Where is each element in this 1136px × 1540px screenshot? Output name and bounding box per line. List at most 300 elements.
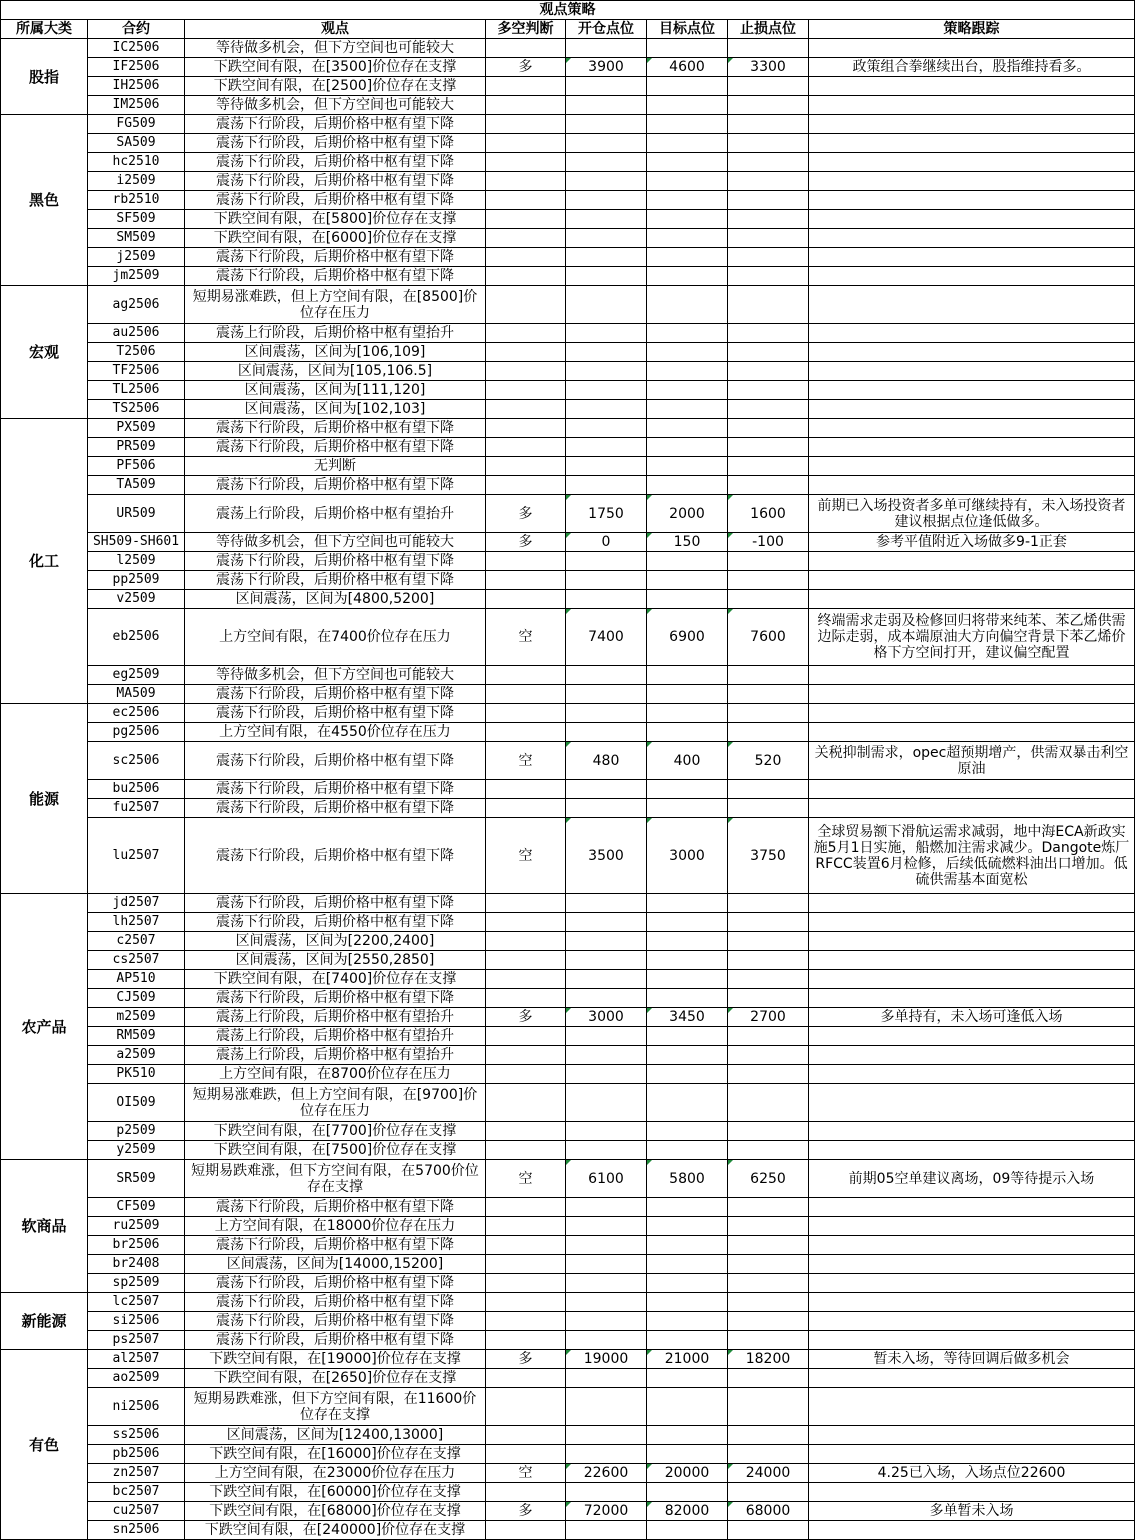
direction-cell bbox=[486, 894, 566, 913]
direction-cell bbox=[486, 115, 566, 134]
target-price-cell bbox=[647, 590, 728, 609]
tracking-cell bbox=[809, 191, 1135, 210]
stop-loss-cell bbox=[728, 343, 809, 362]
table-row bbox=[1, 1046, 1135, 1065]
direction-cell: 空 bbox=[486, 1464, 566, 1483]
header-direction: 多空判断 bbox=[486, 20, 566, 39]
open-price-cell bbox=[566, 1312, 647, 1331]
direction-cell bbox=[486, 1084, 566, 1122]
contract-cell: pg2506 bbox=[88, 723, 185, 742]
target-price-cell bbox=[647, 989, 728, 1008]
tracking-cell bbox=[809, 324, 1135, 343]
view-cell: 区间震荡，区间为[14000,15200] bbox=[185, 1255, 486, 1274]
view-cell: 下跌空间有限，在[60000]价位存在支撑 bbox=[185, 1483, 486, 1502]
open-price-cell bbox=[566, 723, 647, 742]
tracking-cell bbox=[809, 1369, 1135, 1388]
contract-cell: j2509 bbox=[88, 248, 185, 267]
tracking-cell bbox=[809, 1483, 1135, 1502]
view-cell: 震荡下行阶段，后期价格中枢有望下降 bbox=[185, 894, 486, 913]
open-price-cell bbox=[566, 1483, 647, 1502]
direction-cell bbox=[486, 77, 566, 96]
direction-cell bbox=[486, 1027, 566, 1046]
direction-cell bbox=[486, 1445, 566, 1464]
open-price-cell bbox=[566, 780, 647, 799]
header-tracking: 策略跟踪 bbox=[809, 20, 1135, 39]
category-cell: 能源 bbox=[1, 704, 88, 894]
stop-loss-cell bbox=[728, 286, 809, 324]
open-price-cell bbox=[566, 286, 647, 324]
open-price-cell bbox=[566, 381, 647, 400]
open-price-cell bbox=[566, 1293, 647, 1312]
direction-cell bbox=[486, 1293, 566, 1312]
direction-cell bbox=[486, 970, 566, 989]
stop-loss-cell: 3750 bbox=[728, 818, 809, 894]
stop-loss-cell bbox=[728, 1084, 809, 1122]
contract-cell: jm2509 bbox=[88, 267, 185, 286]
target-price-cell bbox=[647, 229, 728, 248]
table-row bbox=[1, 381, 1135, 400]
view-cell: 震荡下行阶段，后期价格中枢有望下降 bbox=[185, 704, 486, 723]
stop-loss-cell: 7600 bbox=[728, 609, 809, 666]
view-cell: 下跌空间有限，在[16000]价位存在支撑 bbox=[185, 1445, 486, 1464]
table-row bbox=[1, 58, 1135, 77]
target-price-cell bbox=[647, 191, 728, 210]
open-price-cell bbox=[566, 989, 647, 1008]
tracking-cell bbox=[809, 1312, 1135, 1331]
stop-loss-cell bbox=[728, 1293, 809, 1312]
direction-cell bbox=[486, 932, 566, 951]
contract-cell: sc2506 bbox=[88, 742, 185, 780]
header-category: 所属大类 bbox=[1, 20, 88, 39]
table-row bbox=[1, 951, 1135, 970]
direction-cell bbox=[486, 913, 566, 932]
table-row bbox=[1, 1122, 1135, 1141]
tracking-cell bbox=[809, 39, 1135, 58]
table-row bbox=[1, 590, 1135, 609]
contract-cell: i2509 bbox=[88, 172, 185, 191]
table-row bbox=[1, 913, 1135, 932]
direction-cell: 多 bbox=[486, 495, 566, 533]
open-price-cell: 19000 bbox=[566, 1350, 647, 1369]
open-price-cell: 480 bbox=[566, 742, 647, 780]
contract-cell: cu2507 bbox=[88, 1502, 185, 1521]
table-row bbox=[1, 1141, 1135, 1160]
view-cell: 等待做多机会，但下方空间也可能较大 bbox=[185, 666, 486, 685]
tracking-cell bbox=[809, 1521, 1135, 1540]
direction-cell: 空 bbox=[486, 1160, 566, 1198]
table-row bbox=[1, 989, 1135, 1008]
target-price-cell bbox=[647, 96, 728, 115]
stop-loss-cell bbox=[728, 666, 809, 685]
open-price-cell bbox=[566, 1046, 647, 1065]
direction-cell bbox=[486, 419, 566, 438]
direction-cell bbox=[486, 666, 566, 685]
view-cell: 无判断 bbox=[185, 457, 486, 476]
direction-cell bbox=[486, 153, 566, 172]
target-price-cell bbox=[647, 134, 728, 153]
tracking-cell bbox=[809, 381, 1135, 400]
view-cell: 震荡下行阶段，后期价格中枢有望下降 bbox=[185, 1236, 486, 1255]
open-price-cell bbox=[566, 172, 647, 191]
stop-loss-cell bbox=[728, 552, 809, 571]
stop-loss-cell: 1600 bbox=[728, 495, 809, 533]
table-row bbox=[1, 248, 1135, 267]
tracking-cell bbox=[809, 1046, 1135, 1065]
tracking-cell bbox=[809, 210, 1135, 229]
header-view: 观点 bbox=[185, 20, 486, 39]
open-price-cell bbox=[566, 419, 647, 438]
view-cell: 震荡下行阶段，后期价格中枢有望下降 bbox=[185, 476, 486, 495]
table-row bbox=[1, 1160, 1135, 1198]
open-price-cell: 22600 bbox=[566, 1464, 647, 1483]
direction-cell bbox=[486, 723, 566, 742]
contract-cell: OI509 bbox=[88, 1084, 185, 1122]
open-price-cell bbox=[566, 1236, 647, 1255]
view-cell: 震荡下行阶段，后期价格中枢有望下降 bbox=[185, 1293, 486, 1312]
tracking-cell bbox=[809, 970, 1135, 989]
view-cell: 震荡下行阶段，后期价格中枢有望下降 bbox=[185, 1198, 486, 1217]
target-price-cell bbox=[647, 115, 728, 134]
direction-cell bbox=[486, 476, 566, 495]
open-price-cell: 72000 bbox=[566, 1502, 647, 1521]
view-cell: 震荡上行阶段，后期价格中枢有望抬升 bbox=[185, 1046, 486, 1065]
tracking-cell bbox=[809, 913, 1135, 932]
stop-loss-cell bbox=[728, 39, 809, 58]
open-price-cell bbox=[566, 77, 647, 96]
contract-cell: sp2509 bbox=[88, 1274, 185, 1293]
view-cell: 短期易跌难涨，但下方空间有限，在5700价位存在支撑 bbox=[185, 1160, 486, 1198]
header-contract: 合约 bbox=[88, 20, 185, 39]
target-price-cell bbox=[647, 1369, 728, 1388]
direction-cell bbox=[486, 1122, 566, 1141]
target-price-cell bbox=[647, 1027, 728, 1046]
header-target: 目标点位 bbox=[647, 20, 728, 39]
contract-cell: c2507 bbox=[88, 932, 185, 951]
tracking-cell bbox=[809, 1274, 1135, 1293]
target-price-cell bbox=[647, 913, 728, 932]
view-cell: 下跌空间有限，在[3500]价位存在支撑 bbox=[185, 58, 486, 77]
tracking-cell bbox=[809, 1198, 1135, 1217]
target-price-cell bbox=[647, 343, 728, 362]
target-price-cell bbox=[647, 1483, 728, 1502]
direction-cell bbox=[486, 1255, 566, 1274]
target-price-cell: 150 bbox=[647, 533, 728, 552]
tracking-cell bbox=[809, 400, 1135, 419]
stop-loss-cell bbox=[728, 77, 809, 96]
direction-cell bbox=[486, 1312, 566, 1331]
target-price-cell bbox=[647, 685, 728, 704]
tracking-cell bbox=[809, 419, 1135, 438]
target-price-cell bbox=[647, 1122, 728, 1141]
tracking-cell bbox=[809, 286, 1135, 324]
contract-cell: eb2506 bbox=[88, 609, 185, 666]
target-price-cell bbox=[647, 476, 728, 495]
contract-cell: ag2506 bbox=[88, 286, 185, 324]
contract-cell: p2509 bbox=[88, 1122, 185, 1141]
tracking-cell bbox=[809, 153, 1135, 172]
table-row bbox=[1, 400, 1135, 419]
category-cell: 有色 bbox=[1, 1350, 88, 1540]
tracking-cell bbox=[809, 1084, 1135, 1122]
contract-cell: IF2506 bbox=[88, 58, 185, 77]
direction-cell bbox=[486, 1141, 566, 1160]
target-price-cell bbox=[647, 1046, 728, 1065]
stop-loss-cell bbox=[728, 1312, 809, 1331]
target-price-cell: 6900 bbox=[647, 609, 728, 666]
contract-cell: ps2507 bbox=[88, 1331, 185, 1350]
view-cell: 震荡下行阶段，后期价格中枢有望下降 bbox=[185, 818, 486, 894]
contract-cell: PF506 bbox=[88, 457, 185, 476]
target-price-cell bbox=[647, 438, 728, 457]
contract-cell: TF2506 bbox=[88, 362, 185, 381]
view-cell: 震荡上行阶段，后期价格中枢有望抬升 bbox=[185, 324, 486, 343]
direction-cell bbox=[486, 571, 566, 590]
tracking-cell bbox=[809, 248, 1135, 267]
view-cell: 等待做多机会，但下方空间也可能较大 bbox=[185, 533, 486, 552]
header-stop: 止损点位 bbox=[728, 20, 809, 39]
table-row bbox=[1, 39, 1135, 58]
tracking-cell bbox=[809, 704, 1135, 723]
direction-cell bbox=[486, 381, 566, 400]
stop-loss-cell: 18200 bbox=[728, 1350, 809, 1369]
stop-loss-cell: 68000 bbox=[728, 1502, 809, 1521]
contract-cell: m2509 bbox=[88, 1008, 185, 1027]
direction-cell bbox=[486, 343, 566, 362]
target-price-cell bbox=[647, 1388, 728, 1426]
tracking-cell bbox=[809, 77, 1135, 96]
table-row bbox=[1, 1217, 1135, 1236]
view-cell: 下跌空间有限，在[2650]价位存在支撑 bbox=[185, 1369, 486, 1388]
direction-cell bbox=[486, 229, 566, 248]
view-cell: 下跌空间有限，在[19000]价位存在支撑 bbox=[185, 1350, 486, 1369]
tracking-cell: 终端需求走弱及检修回归将带来纯苯、苯乙烯供需边际走弱，成本端原油大方向偏空背景下苯乙烯价格下方空间打开，建议偏空配置 bbox=[809, 609, 1135, 666]
direction-cell: 空 bbox=[486, 742, 566, 780]
target-price-cell: 21000 bbox=[647, 1350, 728, 1369]
target-price-cell bbox=[647, 951, 728, 970]
target-price-cell bbox=[647, 1236, 728, 1255]
stop-loss-cell bbox=[728, 96, 809, 115]
open-price-cell: 7400 bbox=[566, 609, 647, 666]
tracking-cell bbox=[809, 1445, 1135, 1464]
stop-loss-cell bbox=[728, 191, 809, 210]
contract-cell: T2506 bbox=[88, 343, 185, 362]
table-row bbox=[1, 324, 1135, 343]
contract-cell: cs2507 bbox=[88, 951, 185, 970]
view-cell: 区间震荡，区间为[111,120] bbox=[185, 381, 486, 400]
contract-cell: pp2509 bbox=[88, 571, 185, 590]
contract-cell: ec2506 bbox=[88, 704, 185, 723]
direction-cell bbox=[486, 267, 566, 286]
view-cell: 震荡上行阶段，后期价格中枢有望抬升 bbox=[185, 1008, 486, 1027]
view-cell: 区间震荡，区间为[106,109] bbox=[185, 343, 486, 362]
target-price-cell bbox=[647, 1312, 728, 1331]
table-row bbox=[1, 343, 1135, 362]
direction-cell bbox=[486, 1065, 566, 1084]
contract-cell: TA509 bbox=[88, 476, 185, 495]
table-row bbox=[1, 552, 1135, 571]
table-row bbox=[1, 77, 1135, 96]
table-row bbox=[1, 1027, 1135, 1046]
stop-loss-cell bbox=[728, 1046, 809, 1065]
stop-loss-cell bbox=[728, 571, 809, 590]
tracking-cell bbox=[809, 552, 1135, 571]
direction-cell: 多 bbox=[486, 1008, 566, 1027]
tracking-cell bbox=[809, 1236, 1135, 1255]
contract-cell: ni2506 bbox=[88, 1388, 185, 1426]
open-price-cell bbox=[566, 1065, 647, 1084]
direction-cell bbox=[486, 685, 566, 704]
target-price-cell bbox=[647, 1521, 728, 1540]
open-price-cell bbox=[566, 1198, 647, 1217]
view-cell: 震荡上行阶段，后期价格中枢有望抬升 bbox=[185, 495, 486, 533]
view-cell: 区间震荡，区间为[2200,2400] bbox=[185, 932, 486, 951]
target-price-cell bbox=[647, 1084, 728, 1122]
view-cell: 震荡下行阶段，后期价格中枢有望下降 bbox=[185, 552, 486, 571]
target-price-cell bbox=[647, 1141, 728, 1160]
table-row bbox=[1, 1312, 1135, 1331]
tracking-cell bbox=[809, 723, 1135, 742]
contract-cell: br2506 bbox=[88, 1236, 185, 1255]
view-cell: 下跌空间有限，在[7700]价位存在支撑 bbox=[185, 1122, 486, 1141]
target-price-cell bbox=[647, 1331, 728, 1350]
open-price-cell: 3000 bbox=[566, 1008, 647, 1027]
direction-cell bbox=[486, 951, 566, 970]
target-price-cell bbox=[647, 571, 728, 590]
stop-loss-cell bbox=[728, 1521, 809, 1540]
open-price-cell bbox=[566, 191, 647, 210]
contract-cell: bu2506 bbox=[88, 780, 185, 799]
target-price-cell: 20000 bbox=[647, 1464, 728, 1483]
contract-cell: hc2510 bbox=[88, 153, 185, 172]
table-row bbox=[1, 666, 1135, 685]
stop-loss-cell bbox=[728, 799, 809, 818]
table-row bbox=[1, 1350, 1135, 1369]
direction-cell bbox=[486, 1274, 566, 1293]
stop-loss-cell bbox=[728, 324, 809, 343]
tracking-cell bbox=[809, 1255, 1135, 1274]
table-row bbox=[1, 723, 1135, 742]
tracking-cell: 关税抑制需求，opec超预期增产，供需双暴击利空原油 bbox=[809, 742, 1135, 780]
stop-loss-cell bbox=[728, 704, 809, 723]
stop-loss-cell bbox=[728, 1236, 809, 1255]
stop-loss-cell bbox=[728, 1331, 809, 1350]
tracking-cell bbox=[809, 590, 1135, 609]
stop-loss-cell bbox=[728, 1065, 809, 1084]
direction-cell bbox=[486, 1198, 566, 1217]
contract-cell: bc2507 bbox=[88, 1483, 185, 1502]
contract-cell: pb2506 bbox=[88, 1445, 185, 1464]
target-price-cell bbox=[647, 1293, 728, 1312]
open-price-cell bbox=[566, 1274, 647, 1293]
target-price-cell bbox=[647, 723, 728, 742]
view-cell: 等待做多机会，但下方空间也可能较大 bbox=[185, 96, 486, 115]
target-price-cell: 5800 bbox=[647, 1160, 728, 1198]
open-price-cell bbox=[566, 666, 647, 685]
open-price-cell bbox=[566, 1426, 647, 1445]
direction-cell bbox=[486, 1331, 566, 1350]
view-cell: 上方空间有限，在4550价位存在压力 bbox=[185, 723, 486, 742]
view-cell: 区间震荡，区间为[102,103] bbox=[185, 400, 486, 419]
target-price-cell: 2000 bbox=[647, 495, 728, 533]
stop-loss-cell bbox=[728, 457, 809, 476]
contract-cell: y2509 bbox=[88, 1141, 185, 1160]
contract-cell: UR509 bbox=[88, 495, 185, 533]
open-price-cell bbox=[566, 894, 647, 913]
table-row bbox=[1, 818, 1135, 894]
view-cell: 区间震荡，区间为[4800,5200] bbox=[185, 590, 486, 609]
view-cell: 短期易跌难涨，但下方空间有限，在11600价位存在支撑 bbox=[185, 1388, 486, 1426]
table-row bbox=[1, 704, 1135, 723]
table-row bbox=[1, 780, 1135, 799]
view-cell: 震荡下行阶段，后期价格中枢有望下降 bbox=[185, 799, 486, 818]
stop-loss-cell bbox=[728, 1369, 809, 1388]
stop-loss-cell bbox=[728, 153, 809, 172]
contract-cell: v2509 bbox=[88, 590, 185, 609]
table-row bbox=[1, 1198, 1135, 1217]
target-price-cell bbox=[647, 153, 728, 172]
view-cell: 震荡下行阶段，后期价格中枢有望下降 bbox=[185, 153, 486, 172]
open-price-cell bbox=[566, 229, 647, 248]
contract-cell: FG509 bbox=[88, 115, 185, 134]
tracking-cell bbox=[809, 799, 1135, 818]
stop-loss-cell bbox=[728, 267, 809, 286]
category-cell: 股指 bbox=[1, 39, 88, 115]
view-cell: 下跌空间有限，在[2500]价位存在支撑 bbox=[185, 77, 486, 96]
direction-cell bbox=[486, 1236, 566, 1255]
contract-cell: MA509 bbox=[88, 685, 185, 704]
open-price-cell bbox=[566, 571, 647, 590]
open-price-cell bbox=[566, 115, 647, 134]
direction-cell bbox=[486, 286, 566, 324]
stop-loss-cell bbox=[728, 970, 809, 989]
open-price-cell bbox=[566, 153, 647, 172]
table-row bbox=[1, 1445, 1135, 1464]
table-row bbox=[1, 685, 1135, 704]
direction-cell: 空 bbox=[486, 609, 566, 666]
view-cell: 下跌空间有限，在[7500]价位存在支撑 bbox=[185, 1141, 486, 1160]
direction-cell bbox=[486, 172, 566, 191]
stop-loss-cell bbox=[728, 1198, 809, 1217]
stop-loss-cell: 3300 bbox=[728, 58, 809, 77]
tracking-cell: 前期05空单建议离场，09等待提示入场 bbox=[809, 1160, 1135, 1198]
open-price-cell bbox=[566, 1388, 647, 1426]
target-price-cell bbox=[647, 1065, 728, 1084]
tracking-cell bbox=[809, 343, 1135, 362]
tracking-cell: 多单暂未入场 bbox=[809, 1502, 1135, 1521]
contract-cell: ss2506 bbox=[88, 1426, 185, 1445]
contract-cell: SA509 bbox=[88, 134, 185, 153]
direction-cell bbox=[486, 780, 566, 799]
table-row bbox=[1, 799, 1135, 818]
stop-loss-cell: 520 bbox=[728, 742, 809, 780]
open-price-cell bbox=[566, 913, 647, 932]
open-price-cell bbox=[566, 970, 647, 989]
stop-loss-cell bbox=[728, 1274, 809, 1293]
target-price-cell bbox=[647, 1217, 728, 1236]
table-row bbox=[1, 932, 1135, 951]
table-row bbox=[1, 457, 1135, 476]
stop-loss-cell: 24000 bbox=[728, 1464, 809, 1483]
contract-cell: lh2507 bbox=[88, 913, 185, 932]
tracking-cell bbox=[809, 438, 1135, 457]
tracking-cell: 前期已入场投资者多单可继续持有，未入场投资者建议根据点位逢低做多。 bbox=[809, 495, 1135, 533]
open-price-cell bbox=[566, 1331, 647, 1350]
view-cell: 震荡下行阶段，后期价格中枢有望下降 bbox=[185, 267, 486, 286]
view-cell: 区间震荡，区间为[12400,13000] bbox=[185, 1426, 486, 1445]
direction-cell bbox=[486, 191, 566, 210]
contract-cell: eg2509 bbox=[88, 666, 185, 685]
contract-cell: CF509 bbox=[88, 1198, 185, 1217]
